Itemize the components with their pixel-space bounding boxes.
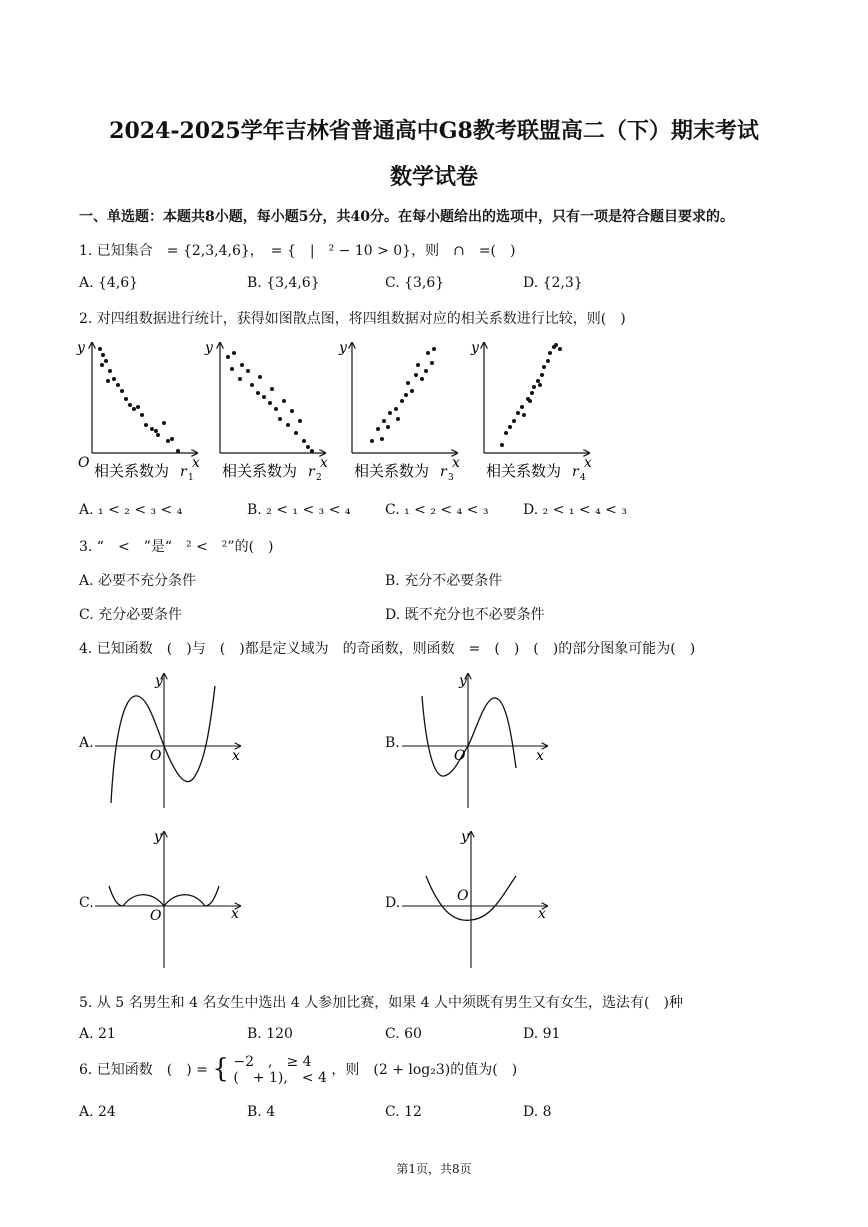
question-4-label-d: D. xyxy=(385,895,401,911)
scatter-point xyxy=(256,391,260,395)
scatter-point xyxy=(410,389,414,393)
x-axis-label: x xyxy=(538,906,546,922)
question-2-stem: 2. 对四组数据进行统计，获得如图散点图，将四组数据对应的相关系数进行比较，则( ) xyxy=(79,311,626,327)
y-axis-label: y xyxy=(461,829,469,845)
question-5-stem: 5. 从 5 名男生和 4 名女生中选出 4 人参加比赛，如果 4 人中须既有男生又有女生，选法有( )种 xyxy=(79,995,683,1011)
scatter-point xyxy=(370,439,374,443)
question-5-option-b: B. 120 xyxy=(247,1026,293,1042)
question-4-label-a: A. xyxy=(79,735,94,751)
piecewise-cases xyxy=(233,1054,327,1086)
caption-1: 相关系数为 xyxy=(94,462,170,480)
corr-symbol-1: r xyxy=(180,464,187,480)
scatter-point xyxy=(136,405,140,409)
question-6-option-a: A. 24 xyxy=(79,1104,116,1120)
scatter-point xyxy=(298,419,302,423)
scatter-point xyxy=(270,387,274,391)
scatter-point xyxy=(508,425,512,429)
question-1-option-d: D. {2,3} xyxy=(523,275,583,291)
page-title: 2024-2025学年吉林省普通高中G8教考联盟高二（下）期末考试 xyxy=(109,118,759,144)
y-axis-label: y xyxy=(471,340,479,356)
scatter-point xyxy=(232,351,236,355)
question-1-option-a: A. {4,6} xyxy=(79,275,139,291)
scatter-point xyxy=(246,369,250,373)
y-axis-label: y xyxy=(459,673,467,689)
scatter-point xyxy=(542,365,546,369)
scatter-point xyxy=(170,437,174,441)
question-6-option-c: C. 12 xyxy=(385,1104,422,1120)
corr-symbol-2: r xyxy=(308,464,315,480)
question-6-suffix: ，则 (2 + log₂3)的值为( ) xyxy=(331,1062,518,1079)
scatter-point xyxy=(250,383,254,387)
question-5-option-c: C. 60 xyxy=(385,1026,422,1042)
scatter-point xyxy=(376,427,380,431)
scatter-point xyxy=(100,363,104,367)
scatter-point xyxy=(528,399,532,403)
scatter-point xyxy=(140,413,144,417)
question-4-stem: 4. 已知函数 ( )与 ( )都是定义域为 的奇函数，则函数 = ( ) ( )的部分图象可能为( ) xyxy=(79,641,696,657)
scatter-point xyxy=(522,413,526,417)
scatter-point xyxy=(414,373,418,377)
scatter-point xyxy=(274,407,278,411)
scatter-point xyxy=(258,375,262,379)
scatter-point xyxy=(154,429,158,433)
origin-label: O xyxy=(78,455,90,471)
scatter-point xyxy=(278,417,282,421)
question-1-option-b: B. {3,4,6} xyxy=(247,275,320,291)
question-3-option-c: C. 充分必要条件 xyxy=(79,607,183,623)
scatter-plots-figure xyxy=(72,335,602,485)
scatter-point xyxy=(262,395,266,399)
scatter-points-4 xyxy=(500,343,562,447)
x-axis-label: x xyxy=(536,748,544,764)
scatter-point xyxy=(554,343,558,347)
y-axis-label: y xyxy=(155,673,163,689)
scatter-point xyxy=(302,439,306,443)
corr-subscript-3: 3 xyxy=(448,473,454,483)
scatter-point xyxy=(432,347,436,351)
scatter-point xyxy=(382,419,386,423)
scatter-points-3 xyxy=(370,347,436,443)
y-axis-label: y xyxy=(77,340,85,356)
scatter-point xyxy=(426,351,430,355)
scatter-point xyxy=(144,423,148,427)
scatter-point xyxy=(306,445,310,449)
x-axis-label: x xyxy=(192,455,200,471)
scatter-point xyxy=(512,419,516,423)
scatter-point xyxy=(500,443,504,447)
question-6-option-d: D. 8 xyxy=(523,1104,552,1120)
scatter-point xyxy=(282,399,286,403)
scatter-point xyxy=(176,449,180,453)
origin-label: O xyxy=(150,908,162,924)
origin-label: O xyxy=(457,888,469,904)
corr-subscript-2: 2 xyxy=(316,473,322,483)
scatter-point xyxy=(106,379,110,383)
scatter-point xyxy=(420,377,424,381)
scatter-point xyxy=(548,351,552,355)
corr-subscript-1: 1 xyxy=(188,473,194,483)
scatter-point xyxy=(394,407,398,411)
scatter-point xyxy=(536,379,540,383)
scatter-point xyxy=(124,397,128,401)
section-heading: 一、单选题：本题共8小题，每小题5分，共40分。在每小题给出的选项中，只有一项是符合题目要求的。 xyxy=(79,209,734,225)
piecewise-case-2: ( + 1), < 4 xyxy=(233,1070,327,1087)
x-axis-label: x xyxy=(232,748,240,764)
scatter-point xyxy=(430,361,434,365)
question-6-prefix: 6. 已知函数 ( ) = xyxy=(79,1062,208,1079)
scatter-point xyxy=(558,347,562,351)
question-6-stem xyxy=(79,1054,517,1086)
scatter-point xyxy=(112,377,116,381)
x-axis-label: x xyxy=(320,455,328,471)
scatter-points-2 xyxy=(226,351,314,453)
scatter-point xyxy=(116,383,120,387)
scatter-point xyxy=(504,431,508,435)
graph-option-b xyxy=(402,668,562,813)
scatter-plot-2 xyxy=(204,340,328,483)
question-2-option-a: A. ₁ < ₂ < ₃ < ₄ xyxy=(79,502,183,518)
scatter-point xyxy=(132,407,136,411)
scatter-point xyxy=(516,411,520,415)
scatter-point xyxy=(380,437,384,441)
scatter-point xyxy=(104,359,108,363)
question-3-option-d: D. 既不充分也不必要条件 xyxy=(385,607,545,623)
question-5-option-d: D. 91 xyxy=(523,1026,561,1042)
scatter-point xyxy=(388,411,392,415)
scatter-point xyxy=(290,409,294,413)
scatter-plot-4 xyxy=(470,340,592,483)
scatter-point xyxy=(538,383,542,387)
y-axis-label: y xyxy=(339,340,347,356)
scatter-point xyxy=(166,439,170,443)
scatter-point xyxy=(156,433,160,437)
corr-symbol-3: r xyxy=(440,464,447,480)
x-axis-label: x xyxy=(231,906,239,922)
scatter-plot-1 xyxy=(76,340,200,483)
scatter-point xyxy=(540,373,544,377)
caption-3: 相关系数为 xyxy=(354,462,430,480)
piecewise-case-1: −2 , ≥ 4 xyxy=(233,1054,312,1070)
caption-2: 相关系数为 xyxy=(222,462,298,480)
question-3-option-a: A. 必要不充分条件 xyxy=(79,573,197,589)
scatter-point xyxy=(238,377,242,381)
graph-option-a xyxy=(95,668,255,813)
scatter-point xyxy=(386,425,390,429)
page-footer: 第1页，共8页 xyxy=(396,1162,472,1176)
scatter-point xyxy=(404,393,408,397)
question-1-option-c: C. {3,6} xyxy=(385,275,445,291)
scatter-point xyxy=(240,363,244,367)
y-axis-label: y xyxy=(154,829,162,845)
question-4-label-b: B. xyxy=(385,735,400,751)
scatter-point xyxy=(406,381,410,385)
question-2-option-b: B. ₂ < ₁ < ₃ < ₄ xyxy=(247,502,351,518)
corr-subscript-4: 4 xyxy=(580,473,586,483)
brace-symbol: { xyxy=(212,1054,229,1085)
x-axis-label: x xyxy=(584,455,592,471)
scatter-point xyxy=(150,427,154,431)
corr-symbol-4: r xyxy=(572,464,579,480)
page-subtitle: 数学试卷 xyxy=(389,164,478,190)
scatter-point xyxy=(416,363,420,367)
scatter-point xyxy=(120,389,124,393)
question-1-stem: 1. 已知集合 = {2,3,4,6}， = { | ² − 10 > 0}，则 ∩ =( ) xyxy=(79,243,516,259)
scatter-point xyxy=(546,359,550,363)
scatter-point xyxy=(424,369,428,373)
graph-option-d xyxy=(402,826,562,971)
origin-label: O xyxy=(454,748,466,764)
scatter-point xyxy=(162,421,166,425)
scatter-plot-3 xyxy=(338,340,460,483)
scatter-point xyxy=(128,403,132,407)
scatter-point xyxy=(286,423,290,427)
question-4-label-c: C. xyxy=(79,895,94,911)
question-6-option-b: B. 4 xyxy=(247,1104,276,1120)
question-3-stem: 3. “ < ”是“ ² < ²”的( ) xyxy=(79,539,274,555)
graph-option-c xyxy=(95,826,255,971)
scatter-point xyxy=(400,399,404,403)
x-axis-label: x xyxy=(452,455,460,471)
scatter-point xyxy=(230,367,234,371)
scatter-point xyxy=(268,401,272,405)
question-3-option-b: B. 充分不必要条件 xyxy=(385,573,503,589)
scatter-point xyxy=(396,417,400,421)
question-2-option-c: C. ₁ < ₂ < ₄ < ₃ xyxy=(385,502,489,518)
scatter-point xyxy=(532,385,536,389)
scatter-point xyxy=(520,405,524,409)
scatter-point xyxy=(530,391,534,395)
scatter-point xyxy=(226,355,230,359)
scatter-point xyxy=(108,369,112,373)
caption-4: 相关系数为 xyxy=(486,462,562,480)
scatter-points-1 xyxy=(98,347,180,453)
question-2-option-d: D. ₂ < ₁ < ₄ < ₃ xyxy=(523,502,627,518)
scatter-point xyxy=(310,449,314,453)
question-5-option-a: A. 21 xyxy=(79,1026,116,1042)
y-axis-label: y xyxy=(205,340,213,356)
origin-label: O xyxy=(150,748,162,764)
scatter-point xyxy=(294,431,298,435)
scatter-point xyxy=(101,353,105,357)
scatter-point xyxy=(98,347,102,351)
